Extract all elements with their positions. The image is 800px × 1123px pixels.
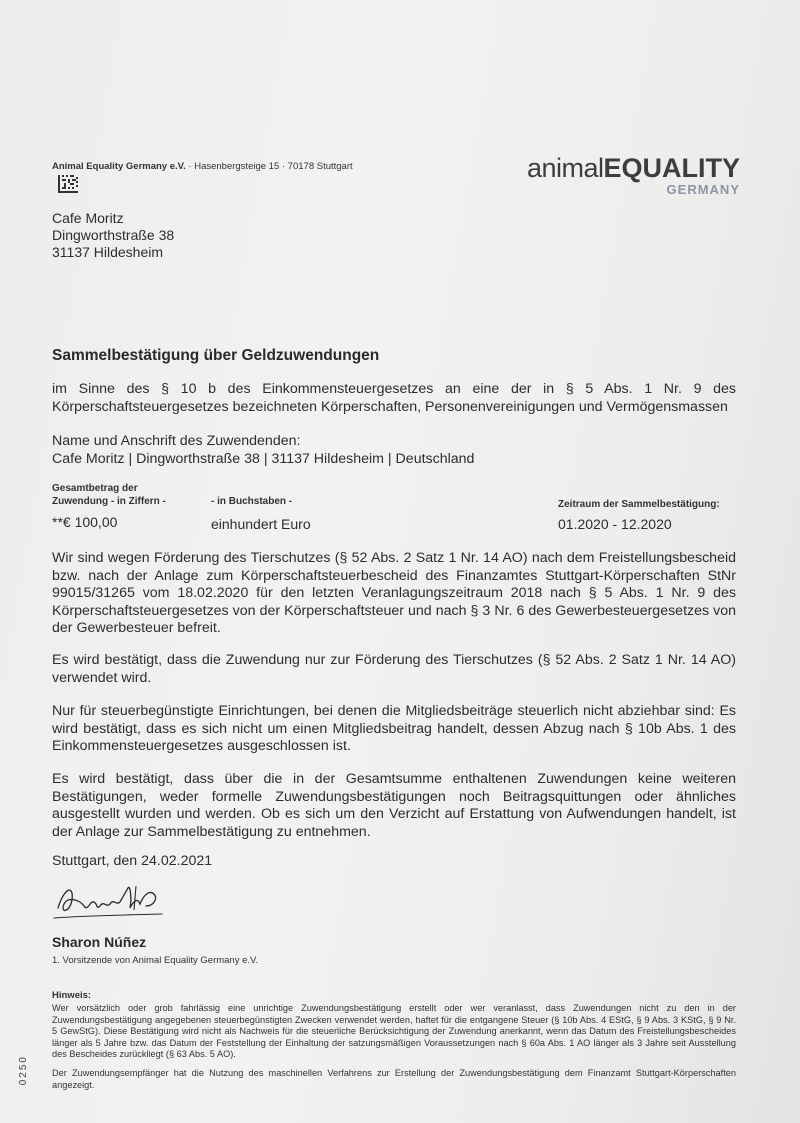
datamatrix-code-icon bbox=[58, 175, 78, 193]
signer-role: 1. Vorsitzende von Animal Equality Germany e.V. bbox=[52, 955, 259, 966]
amount-digits-label-line2: Zuwendung - in Ziffern - bbox=[52, 496, 166, 507]
amount-digits-label bbox=[52, 482, 166, 508]
recipient-address bbox=[52, 210, 174, 261]
logo-subtitle: GERMANY bbox=[666, 182, 740, 197]
recipient-street: Dingworthstraße 38 bbox=[52, 227, 175, 243]
donor-value: Cafe Moritz | Dingworthstraße 38 | 31137 Hildesheim | Deutschland bbox=[52, 450, 475, 467]
donor-label: Name und Anschrift des Zuwendenden: bbox=[52, 433, 301, 449]
notice-procedure-text: Der Zuwendungsempfänger hat die Nutzung des maschinellen Verfahrens zur Erstellung der Zuwendungsbestätigung dem Finanzamt Stuttgart-Körperschaften angezeigt. bbox=[52, 1068, 736, 1090]
membership-paragraph: Nur für steuerbegünstigte Einrichtungen, bei denen die Mitgliedsbeiträge steuerlich nicht abziehbar sind: Es wird bestätigt, dass es sich nicht um einen Mitgliedsbeitrag handelt, dessen Abzug nach § 10b Abs. 1 des Einkommensteuergesetzes ausgeschlossen ist. bbox=[52, 703, 736, 754]
period-value: 01.2020 - 12.2020 bbox=[558, 516, 672, 532]
logo-text-light: animal bbox=[526, 153, 604, 183]
exemption-paragraph: Wir sind wegen Förderung des Tierschutzes (§ 52 Abs. 2 Satz 1 Nr. 14 AO) nach dem Freistellungsbescheid bzw. nach der Anlage zum Körperschaftsteuerbescheid des Finanzamtes Stuttgart-Körperschaften StNr 99015/31265 vom 18.02.2020 für den letzten Veranlagungszeitraum 2018 nach § 5 Abs. 1 Nr. 9 des Körperschaftsteuergesetzes von der Körperschaftsteuer und nach § 3 Nr. 6 des Gewerbesteuergesetzes von der Gewerbesteuer befreit. bbox=[52, 550, 736, 636]
sender-address: · Hasenbergsteige 15 · 70178 Stuttgart bbox=[185, 161, 353, 172]
notice-title: Hinweis: bbox=[52, 990, 92, 1001]
signature bbox=[50, 878, 170, 926]
sender-line bbox=[52, 161, 353, 172]
notice-text: Wer vorsätzlich oder grob fahrlässig eine unrichtige Zuwendungsbestätigung erstellt oder wer veranlasst, dass Zuwendungen nicht zu den in der Zuwendungsbestätigung angegebenen steuerbegünstigten Zwecken verwendet werden, haftet für die entgangene Steuer (§ 10b Abs. 4 EStG, § 9 Abs. 3 KStG, § 9 Nr. 5 GewStG). Diese Bestätigung wird nicht als Nachweis für die steuerliche Berücksichtigung der Zuwendung anerkannt, wenn das Datum des Freistellungsbescheides länger als 5 Jahre bzw. das Datum der Feststellung der Einhaltung der satzungsmäßigen Voraussetzungen nach § 60a Abs. 1 AO länger als 3 Jahre seit Ausstellung des Bescheides zurückliegt (§ 63 Abs. 5 AO). bbox=[52, 1003, 736, 1059]
sender-org: Animal Equality Germany e.V. bbox=[52, 161, 186, 172]
amount-words-value: einhundert Euro bbox=[211, 516, 311, 532]
logo-text-bold: EQUALITY bbox=[603, 153, 740, 183]
purpose-paragraph: Es wird bestätigt, dass die Zuwendung nur zur Förderung des Tierschutzes (§ 52 Abs. 2 Satz 1 Nr. 14 AO) verwendet wird. bbox=[52, 652, 736, 686]
recipient-city: 31137 Hildesheim bbox=[52, 244, 164, 260]
document-title: Sammelbestätigung über Geldzuwendungen bbox=[52, 347, 380, 364]
amount-digits-label-line1: Gesamtbetrag der bbox=[52, 483, 138, 494]
period-label: Zeitraum der Sammelbestätigung: bbox=[558, 499, 720, 510]
margin-number: 0250 bbox=[18, 1055, 29, 1086]
donor-block bbox=[52, 433, 474, 468]
intro-paragraph: im Sinne des § 10 b des Einkommensteuergesetzes an eine der in § 5 Abs. 1 Nr. 9 des Körperschaftsteuergesetzes bezeichneten Körperschaften, Personenvereinigungen und Vermögensmassen bbox=[52, 381, 736, 415]
amount-words-label: - in Buchstaben - bbox=[211, 496, 293, 507]
signer-name: Sharon Núñez bbox=[52, 934, 147, 950]
amount-digits-value: **€ 100,00 bbox=[52, 514, 118, 530]
logo bbox=[527, 153, 740, 184]
recipient-name: Cafe Moritz bbox=[52, 210, 124, 226]
place-date: Stuttgart, den 24.02.2021 bbox=[52, 853, 213, 869]
confirmation-paragraph: Es wird bestätigt, dass über die in der Gesamtsumme enthaltenen Zuwendungen keine weiteren Bestätigungen, weder formelle Zuwendungsbestätigungen noch Beitragsquittungen oder ähnliches ausgestellt wurden und werden. Ob es sich um den Verzicht auf Erstattung von Aufwendungen handelt, ist der Anlage zur Sammelbestätigung zu entnehmen. bbox=[52, 771, 736, 840]
